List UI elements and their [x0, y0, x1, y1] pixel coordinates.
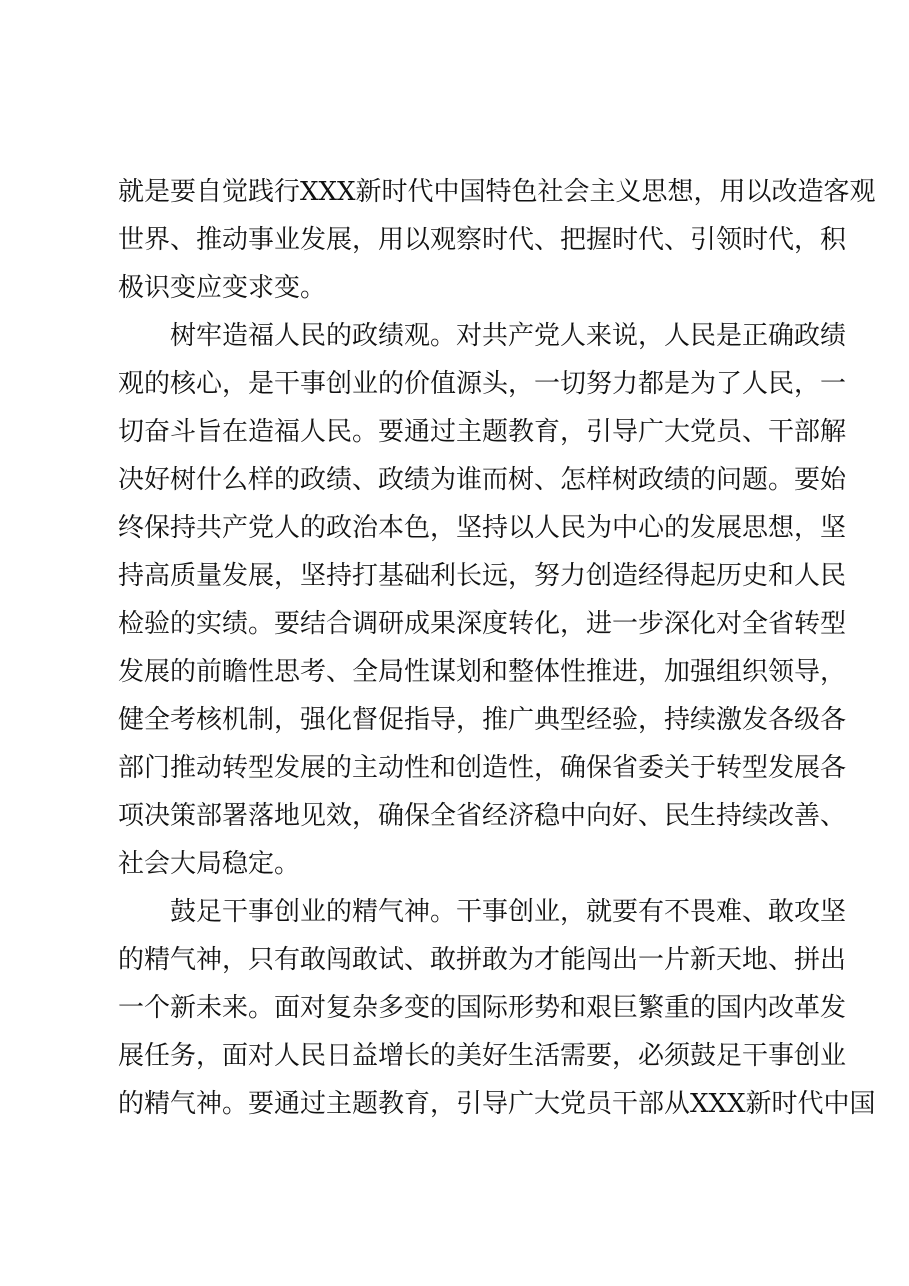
text-line: 持高质量发展，坚持打基础利长远，努力创造经得起历史和人民 — [118, 561, 847, 591]
paragraph-1 — [118, 168, 876, 312]
paragraph-3 — [118, 888, 876, 1128]
text-line: 观的核心，是干事创业的价值源头，一切努力都是为了人民，一 — [118, 369, 847, 399]
text-line: 切奋斗旨在造福人民。要通过主题教育，引导广大党员、干部解 — [118, 417, 847, 447]
text-line: 社会大局稳定。 — [118, 849, 301, 879]
text-line: 的精气神。要通过主题教育，引导广大党员干部从XXX新时代中国 — [118, 1089, 876, 1119]
text-line: 一个新未来。面对复杂多变的国际形势和艰巨繁重的国内改革发 — [118, 993, 847, 1023]
text-line: 世界、推动事业发展，用以观察时代、把握时代、引领时代，积 — [118, 225, 847, 255]
text-line: 鼓足干事创业的精气神。干事创业，就要有不畏难、敢攻坚 — [170, 897, 847, 927]
paragraph-2 — [118, 312, 847, 888]
document-body — [118, 168, 876, 1128]
text-line: 极识变应变求变。 — [118, 273, 327, 303]
text-line: 发展的前瞻性思考、全局性谋划和整体性推进，加强组织领导， — [118, 657, 847, 687]
text-line: 部门推动转型发展的主动性和创造性，确保省委关于转型发展各 — [118, 753, 847, 783]
text-line: 健全考核机制，强化督促指导，推广典型经验，持续激发各级各 — [118, 705, 847, 735]
text-line: 检验的实绩。要结合调研成果深度转化，进一步深化对全省转型 — [118, 609, 847, 639]
text-line: 树牢造福人民的政绩观。对共产党人来说，人民是正确政绩 — [170, 321, 847, 351]
text-line: 决好树什么样的政绩、政绩为谁而树、怎样树政绩的问题。要始 — [118, 465, 847, 495]
text-line: 终保持共产党人的政治本色，坚持以人民为中心的发展思想，坚 — [118, 513, 847, 543]
text-line: 项决策部署落地见效，确保全省经济稳中向好、民生持续改善、 — [118, 801, 847, 831]
text-line: 就是要自觉践行XXX新时代中国特色社会主义思想，用以改造客观 — [118, 177, 876, 207]
text-line: 展任务，面对人民日益增长的美好生活需要，必须鼓足干事创业 — [118, 1041, 847, 1071]
text-line: 的精气神，只有敢闯敢试、敢拼敢为才能闯出一片新天地、拼出 — [118, 945, 847, 975]
